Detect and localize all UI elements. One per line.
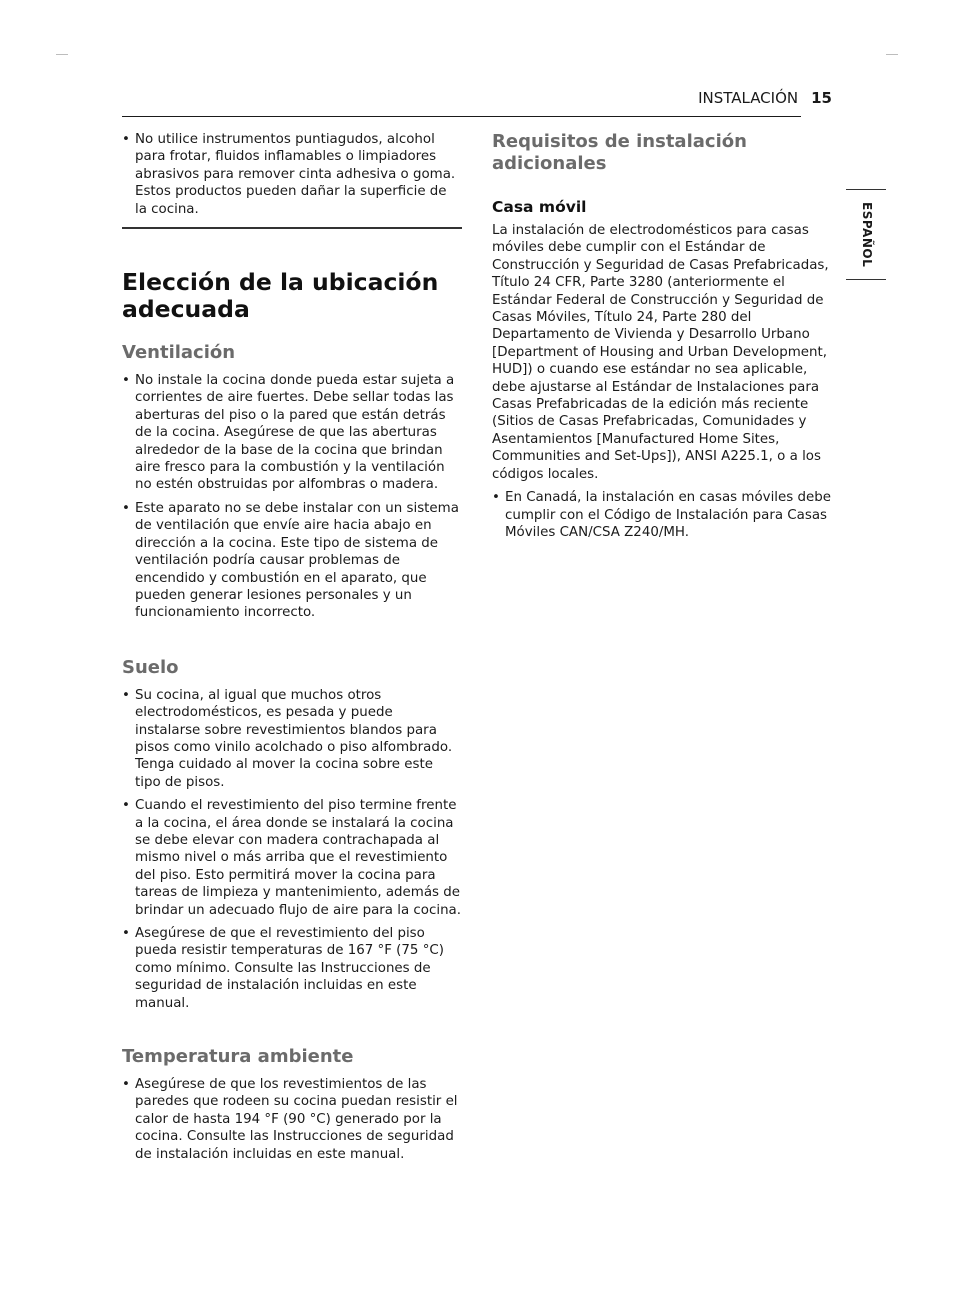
page-title: Elección de la ubicación adecuada	[122, 268, 439, 324]
left-column	[122, 131, 462, 1169]
list-item: • Su cocina, al igual que muchos otros electrodomésticos, es pesada y puede instalarse sobre revestimientos blandos para pisos como vinilo acolchado o piso alfombrado. Tenga cuidado al mover la cocina sobre este tipo de pisos.	[122, 687, 462, 791]
temperatura-section	[122, 1046, 462, 1163]
suelo-heading: Suelo	[122, 656, 179, 678]
list-item: • Asegúrese de que el revestimiento del piso pueda resistir temperaturas de 167 °F (75 °C) como mínimo. Consulte las Instrucciones de seguridad de instalación incluidas en este manual.	[122, 925, 462, 1012]
section-divider	[122, 227, 462, 229]
page-header	[640, 89, 832, 107]
temperatura-heading: Temperatura ambiente	[122, 1046, 354, 1068]
temperatura-bullet-list	[122, 1076, 462, 1163]
casa-movil-heading: Casa móvil	[492, 198, 587, 216]
list-item: • No instale la cocina donde pueda estar sujeta a corrientes de aire fuertes. Debe sellar todas las aberturas del piso o la pared que están detrás de la cocina. Asegúrese de que las aberturas alrededor de la base de la cocina que brindan aire fresco para la combustión y la ventilación no estén obstruidas por alfombras o madera.	[122, 372, 462, 494]
language-tab	[846, 189, 886, 280]
requisitos-heading: Requisitos de instalación adicionales	[492, 131, 747, 174]
list-item: • Asegúrese de que los revestimientos de las paredes que rodeen su cocina puedan resistir el calor de hasta 194 °F (90 °C) generado por la cocina. Consulte las Instrucciones de seguridad de instalación incluidas en este manual.	[122, 1076, 462, 1163]
list-item: • No utilice instrumentos puntiagudos, alcohol para frotar, fluidos inflamables o limpiadores abrasivos para remover cinta adhesiva o goma. Estos productos pueden dañar la superficie de la cocina.	[122, 131, 462, 218]
list-item: • Este aparato no se debe instalar con un sistema de ventilación que envíe aire hacia abajo en dirección a la cocina. Este tipo de sistema de ventilación podría causar problemas de encendido y combustión en el aparato, que pueden generar lesiones personales y un funcionamiento incorrecto.	[122, 500, 462, 622]
casa-movil-paragraph: La instalación de electrodomésticos para casas móviles debe cumplir con el Estándar de Construcción y Seguridad de Casas Prefabricadas, Título 24 CFR, Parte 3280 (anteriormente el Estándar Federal de Construcción y Seguridad de Casas Móviles, Título 24, Parte 280 del Departamento de Vivienda y Desarrollo Urbano [Department of Housing and Urban Development, HUD]) o cuando ese estándar no sea aplicable, debe ajustarse al Estándar de Instalaciones para Casas Prefabricadas de la edición más reciente (Sitios de Casas Prefabricadas, Comunidades y Asentamientos [Manufactured Home Sites, Communities and Set-Ups]), ANSI A225.1, o a los códigos locales.	[492, 223, 829, 482]
crop-mark-right	[886, 54, 898, 55]
casa-movil-bullet-list	[492, 489, 832, 541]
list-item: • Cuando el revestimiento del piso termine frente a la cocina, el área donde se instalará la cocina se debe elevar con madera contrachapada al mismo nivel o más arriba que el revestimiento del piso. Esto permitirá mover la cocina para tareas de limpieza y mantenimiento, además de brindar un adecuado flujo de aire para la cocina.	[122, 797, 462, 919]
header-divider	[122, 116, 801, 117]
ventilacion-section	[122, 342, 462, 622]
language-tab-label: ESPAÑOL	[860, 202, 874, 268]
list-item: • En Canadá, la instalación en casas móviles debe cumplir con el Código de Instalación para Casas Móviles CAN/CSA Z240/MH.	[492, 489, 832, 541]
intro-bullet-list	[122, 131, 462, 218]
suelo-section	[122, 657, 462, 1012]
section-title: INSTALACIÓN	[698, 89, 799, 107]
crop-mark-left	[56, 54, 68, 55]
casa-movil-section	[492, 197, 832, 541]
page-number: 15	[811, 89, 832, 107]
suelo-bullet-list	[122, 687, 462, 1012]
ventilacion-bullet-list	[122, 372, 462, 622]
ventilacion-heading: Ventilación	[122, 342, 236, 364]
right-column	[492, 131, 832, 547]
